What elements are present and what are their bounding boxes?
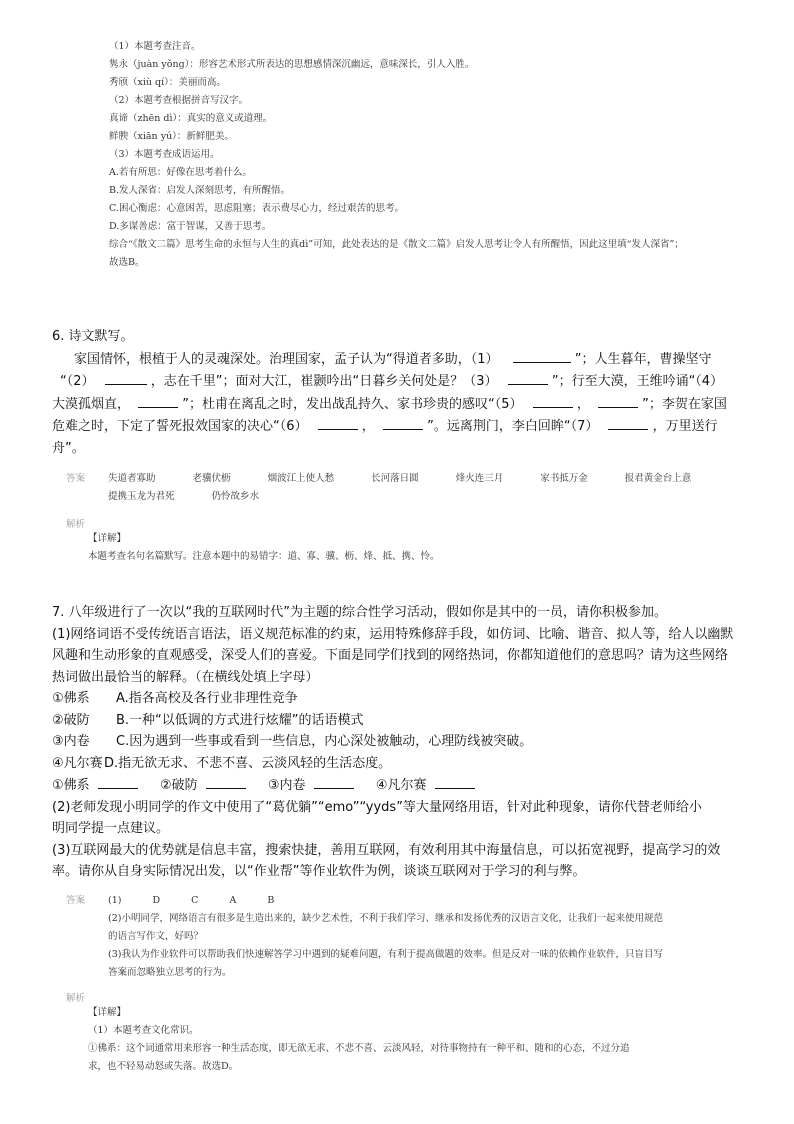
question-text: 危难之时，下定了誓死报效国家的决心“（6） <box>52 419 308 434</box>
answer-item: 仍怜故乡水 <box>211 491 260 502</box>
question-6 <box>52 326 752 459</box>
fill-blank-1[interactable] <box>98 774 138 789</box>
answer-item: 烟波江上使人愁 <box>267 473 335 484</box>
detail-line: ①佛系：这个词通常用来形容一种生活态度，即无欲无求、不悲不喜、云淡风轻，对待事物持有一种平和、随和的心态，不过分追 <box>88 1043 630 1054</box>
blank-6a[interactable] <box>318 415 358 430</box>
detail-line: 求，也不轻易动怒或失落。故选D。 <box>88 1061 239 1072</box>
term-definition: B.一种“以低调的方式进行炫耀”的话语模式 <box>116 712 364 728</box>
answer-item: 老骥伏枥 <box>192 473 231 484</box>
analysis-label: 解析 <box>66 993 86 1004</box>
blank-3[interactable] <box>508 370 548 385</box>
answer-line: (3)我认为作业软件可以帮助我们快速解答学习中遇到的疑难问题，有利于提高做题的效率。但是反对一味的依赖作业软件，只盲目写 <box>108 949 663 960</box>
question-text: “（2） <box>60 374 95 389</box>
answer-line: 的语言写作文，好吗？ <box>108 931 204 942</box>
term: ③内卷 <box>52 734 90 749</box>
question-text: 大漠孤烟直， <box>52 396 131 412</box>
question-title: 7. 八年级进行了一次以“我的互联网时代”为主题的综合性学习活动，假如你是其中的一员，请你积极参加。 <box>52 605 668 620</box>
fill-term: ③内卷 <box>267 778 306 793</box>
analysis-body <box>88 530 728 566</box>
q6-answer <box>66 470 756 510</box>
answer-letter: B <box>267 895 275 906</box>
question-line: 舟”。 <box>52 440 85 456</box>
fill-blank-4[interactable] <box>435 774 475 789</box>
analysis-line: 故选B。 <box>109 257 145 268</box>
term-row <box>52 688 752 710</box>
answer-item: 报君黄金台上意 <box>624 473 692 484</box>
term-row <box>52 731 752 753</box>
answer-row <box>108 470 748 488</box>
answer-row <box>108 488 748 506</box>
answer-item: 长河落日圆 <box>371 473 419 484</box>
fill-term: ①佛系 <box>52 778 90 793</box>
q7-analysis <box>66 990 756 1080</box>
answer-item: 家书抵万金 <box>540 473 588 484</box>
analysis-line: C.困心衡虑：心意困苦，思虑阻塞；表示费尽心力，经过艰苦的思考。 <box>109 203 404 214</box>
answer-line: 答案而忽略独立思考的行为。 <box>108 967 232 978</box>
answer-item: 失道者寡助 <box>108 473 156 484</box>
answer-line: (2)小明同学，网络语言有很多是生造出来的，缺少艺术性，不利于我们学习、继承和发扬优秀的汉语言文化，让我们一起来使用规范 <box>108 913 663 924</box>
analysis-line: 鲜腴（xiān yú）：新鲜肥美。 <box>109 131 234 142</box>
blank-7[interactable] <box>608 415 648 430</box>
question-line <box>52 348 752 371</box>
question-text: ”。远离荆门，李白回眸“（7） <box>427 419 599 434</box>
detail-text: 本题考查名句名篇默写。注意本题中的易错字：道、寡、骥、枥、烽、抵、携、怜。 <box>88 551 440 562</box>
fill-term: ④凡尔赛 <box>375 778 427 793</box>
answer-item: 烽火连三月 <box>455 473 504 484</box>
question-text: ”；人生暮年，曹操坚守 <box>574 351 712 367</box>
term-definition: A.指各高校及各行业非理性竞争 <box>116 691 298 706</box>
analysis-body <box>88 1004 728 1076</box>
fill-blank-2[interactable] <box>206 774 246 789</box>
analysis-line: D.多谋善虑：富于智谋，又善于思考。 <box>109 221 272 232</box>
question-line: 风趣和生动形象的直观感受，深受人们的喜爱。下面是同学们找到的网络热词，你都知道他们的意思吗？请为这些网络 <box>52 648 729 663</box>
question-title: 6. 诗文默写。 <box>52 329 134 344</box>
blank-6b[interactable] <box>383 415 423 430</box>
term-row <box>52 710 752 732</box>
analysis-label: 解析 <box>66 519 86 530</box>
answer-letter: A <box>229 895 237 906</box>
question-line: (1)网络词语不受传统语言语法，语义规范标准的约束，运用特殊修辞手段，如仿词、比喻、谐音、拟人等，给人以幽默 <box>52 626 734 642</box>
question-text: ，志在千里”；面对大江，崔颢吟出“日暮乡关何处是？（3） <box>150 374 498 389</box>
question-line: 率。请你从自身实际情况出发，以“作业帮”等作业软件为例，谈谈互联网对于学习的利与弊。 <box>52 864 586 879</box>
q7-answer <box>66 892 756 992</box>
question-line: (2)老师发现小明同学的作文中使用了“葛优躺”“emo”“yyds”等大量网络用语，针对此种现象，请你代替老师给小 <box>52 799 702 815</box>
answer-letter: D <box>152 895 161 906</box>
analysis-line: 秀颀（xiù qí）：美丽而高。 <box>109 77 226 88</box>
blank-5b[interactable] <box>598 393 638 408</box>
blank-2[interactable] <box>105 370 147 385</box>
term: ①佛系 <box>52 691 90 706</box>
previous-analysis <box>109 38 749 272</box>
detail-label: 【详解】 <box>88 1007 127 1018</box>
question-line: 明同学提一点建议。 <box>52 821 170 836</box>
answer-label: 答案 <box>66 473 86 484</box>
question-text: ”；杜甫在离乱之时，发出战乱持久、家书珍贵的感叹“（5） <box>182 396 523 412</box>
question-text: ，万里送行 <box>652 419 718 434</box>
term-definition: C.因为遇到一些事或看到一些信息，内心深处被触动，心理防线被突破。 <box>116 734 533 749</box>
answer-letter: C <box>191 895 199 906</box>
question-line <box>52 415 752 438</box>
fill-row <box>52 774 752 797</box>
term-definition: D.指无欲无求、不悲不喜、云淡风轻的生活态度。 <box>104 755 392 771</box>
answer-item: 提携玉龙为君死 <box>108 491 175 502</box>
blank-4[interactable] <box>138 393 178 408</box>
analysis-line: 隽永（juàn yǒng）：形容艺术形式所表达的思想感情深沉幽远，意味深长，引人入胜。 <box>109 59 475 70</box>
term-row <box>52 753 752 775</box>
q6-analysis <box>66 516 756 566</box>
question-text: ”；李贺在家国 <box>642 396 727 412</box>
analysis-line: （1）本题考查注音。 <box>109 41 201 52</box>
answer-body <box>108 470 748 506</box>
analysis-line: （2）本题考查根据拼音写汉字。 <box>109 95 249 106</box>
blank-1[interactable] <box>513 348 571 363</box>
question-7 <box>52 602 752 883</box>
analysis-line: 综合“《散文二篇》思考生命的永恒与人生的真dì”可知，此处表达的是《散文二篇》启发人思考让令人有所醒悟，因此这里填“发人深省”； <box>109 239 684 250</box>
detail-label: 【详解】 <box>88 533 127 544</box>
analysis-line: （3）本题考查成语运用。 <box>109 149 220 160</box>
analysis-line: 真谛（zhēn dì）：真实的意义或道理。 <box>109 113 273 124</box>
question-line <box>52 370 752 393</box>
term: ④凡尔赛 <box>52 755 103 771</box>
fill-term: ②破防 <box>159 778 198 793</box>
analysis-line: A.若有所思：好像在思考着什么。 <box>109 167 252 178</box>
question-line: (3)互联网最大的优势就是信息丰富，搜索快捷，善用互联网，有效利用其中海量信息，可以拓宽视野，提高学习的效 <box>52 842 721 858</box>
answer-body <box>108 892 748 982</box>
question-text: ”；行至大漠，王维吟诵“（4） <box>551 374 724 389</box>
analysis-line: B.发人深省：启发人深刻思考，有所醒悟。 <box>109 185 291 196</box>
question-text: ， <box>361 419 375 434</box>
blank-5a[interactable] <box>533 393 573 408</box>
answer-row <box>108 892 748 910</box>
fill-blank-3[interactable] <box>314 774 354 789</box>
answer-label: 答案 <box>66 895 86 906</box>
term: ②破防 <box>52 712 90 728</box>
answer-prefix: (1) <box>108 895 122 906</box>
question-text: 家国情怀，根植于人的灵魂深处。治理国家，孟子认为“得道者多助，（1） <box>74 351 499 367</box>
question-text: ， <box>576 396 590 412</box>
question-line <box>52 393 752 416</box>
question-line: 热词做出最恰当的解释。（在横线处填上字母） <box>52 669 319 685</box>
detail-line: （1）本题考查文化常识。 <box>88 1025 199 1036</box>
